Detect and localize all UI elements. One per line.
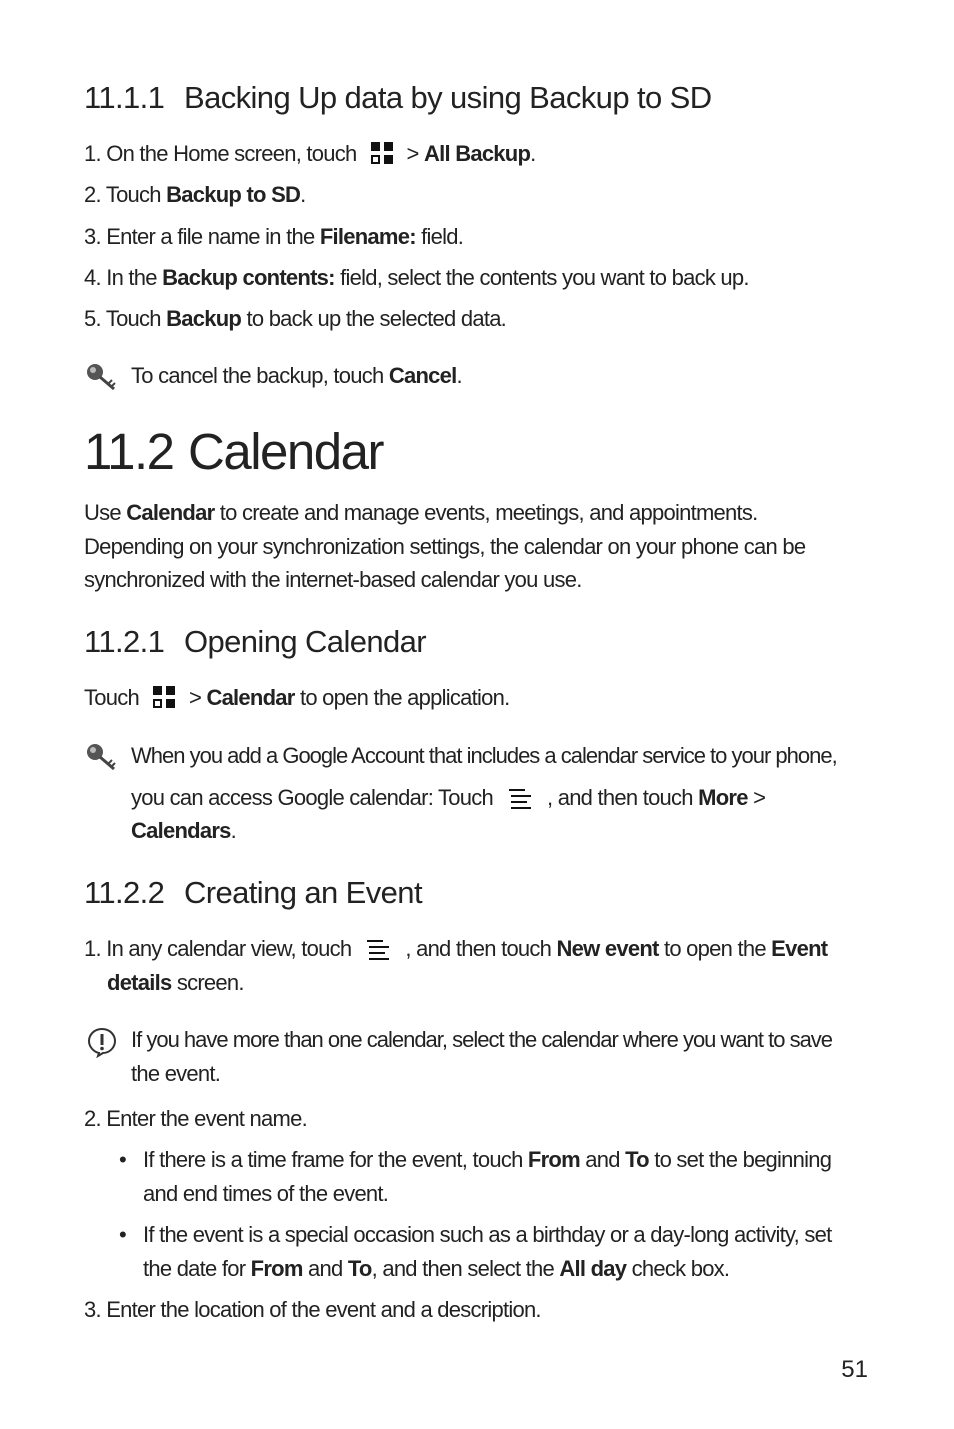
ui-term: All Backup	[423, 141, 531, 166]
intro-line-3: synchronized with the internet-based calendar you use.	[84, 567, 582, 592]
apps-grid-icon	[371, 142, 393, 164]
bullet-1-line-1	[143, 1147, 831, 1173]
section-number: 11.1.1	[84, 80, 165, 115]
section-heading-opening-calendar	[84, 624, 426, 660]
step-text: screen.	[171, 970, 244, 995]
section-title: Creating an Event	[184, 875, 422, 910]
tip-icon	[86, 742, 120, 772]
menu-icon	[509, 787, 531, 809]
bullet-text: and	[302, 1256, 348, 1281]
bullet-2-line-2	[143, 1256, 729, 1282]
bullet-marker: •	[119, 1147, 126, 1172]
body-text: >	[188, 685, 207, 710]
ui-term: Filename:	[319, 224, 416, 249]
ui-term: Calendars	[131, 818, 231, 843]
bullet-text: If there is a time frame for the event, touch	[143, 1147, 528, 1172]
section-heading-backup	[84, 80, 712, 116]
step-text: >	[406, 141, 424, 166]
body-text: Use	[84, 500, 127, 525]
ui-term: More	[698, 785, 748, 810]
ui-term: Backup	[166, 306, 242, 331]
step-3	[84, 224, 463, 250]
step-text: 1. In any calendar view, touch	[84, 936, 352, 961]
ui-term: Calendar	[126, 500, 215, 525]
bullet-text: check box.	[626, 1256, 730, 1281]
menu-icon	[367, 938, 389, 960]
step-text: .	[300, 182, 306, 207]
apps-grid-icon	[153, 686, 175, 708]
section-title: Opening Calendar	[184, 624, 427, 659]
bullet-text: and	[579, 1147, 626, 1172]
tip-text: , and then touch	[546, 785, 699, 810]
caution-icon	[86, 1026, 118, 1058]
ui-term: Calendar	[206, 685, 295, 710]
intro-line-2: Depending on your synchronization settings, the calendar on your phone can be	[84, 534, 806, 559]
page-number: 51	[841, 1356, 868, 1383]
step-text: to open the	[658, 936, 772, 961]
tip-google-line-2	[131, 785, 765, 811]
ui-term: details	[107, 970, 172, 995]
bullet-text: , and then select the	[371, 1256, 560, 1281]
tip-icon	[86, 362, 120, 392]
step-text: 4. In the	[84, 265, 163, 290]
ui-term: Backup contents:	[162, 265, 335, 290]
section-title: Backing Up data by using Backup to SD	[184, 80, 712, 115]
bullet-marker: •	[119, 1222, 126, 1247]
ui-term: New event	[556, 936, 659, 961]
ui-term: Backup to SD	[166, 182, 301, 207]
step-text: field.	[415, 224, 464, 249]
tip-text: To cancel the backup, touch	[131, 363, 389, 388]
bullet-text: the date for	[143, 1256, 251, 1281]
ui-term: Cancel	[388, 363, 457, 388]
tip-google-line-3	[131, 818, 236, 844]
event-step-2: 2. Enter the event name.	[84, 1106, 307, 1131]
bullet-text: to set the beginning	[648, 1147, 832, 1172]
step-5	[84, 306, 506, 332]
ui-term: From	[527, 1147, 580, 1172]
step-text: , and then touch	[405, 936, 557, 961]
tip-text: you can access Google calendar: Touch	[131, 785, 493, 810]
tip-text: .	[456, 363, 462, 388]
step-2	[84, 182, 306, 208]
step-text: field, select the contents you want to back up.	[334, 265, 749, 290]
event-step-1-line-1	[84, 936, 827, 962]
ui-term: Event	[771, 936, 828, 961]
ui-term: All day	[559, 1256, 627, 1281]
ui-term: To	[347, 1256, 372, 1281]
section-number: 11.2	[84, 423, 174, 480]
ui-term: From	[250, 1256, 303, 1281]
intro-line-1	[84, 500, 757, 526]
ui-term: To	[625, 1147, 649, 1172]
warning-line-1: If you have more than one calendar, select the calendar where you want to save	[131, 1027, 833, 1052]
section-title: Calendar	[188, 423, 383, 480]
section-number: 11.2.1	[84, 624, 165, 659]
step-text: 2. Touch	[84, 182, 167, 207]
step-text: .	[530, 141, 536, 166]
body-text: to create and manage events, meetings, and appointments.	[214, 500, 758, 525]
step-1	[84, 141, 536, 167]
tip-text: .	[230, 818, 237, 843]
event-step-3: 3. Enter the location of the event and a description.	[84, 1297, 541, 1322]
section-heading-creating-event	[84, 875, 422, 911]
body-text: Touch	[84, 685, 139, 710]
bullet-2-line-1: If the event is a special occasion such as a birthday or a day-long activity, set	[143, 1222, 832, 1247]
body-text: to open the application.	[294, 685, 510, 710]
step-text: 5. Touch	[84, 306, 167, 331]
step-text: 3. Enter a file name in the	[84, 224, 320, 249]
step-4	[84, 265, 749, 291]
step-text: to back up the selected data.	[241, 306, 507, 331]
event-step-1-line-2	[107, 970, 244, 996]
section-number: 11.2.2	[84, 875, 165, 910]
chapter-heading-calendar	[84, 422, 383, 481]
opening-calendar-line	[84, 685, 509, 711]
tip-cancel-backup	[131, 363, 462, 389]
bullet-1-line-2: and end times of the event.	[143, 1181, 389, 1206]
tip-google-line-1: When you add a Google Account that includes a calendar service to your phone,	[131, 743, 837, 768]
step-text: 1. On the Home screen, touch	[84, 141, 357, 166]
tip-text: >	[747, 785, 766, 810]
warning-line-2: the event.	[131, 1061, 221, 1086]
